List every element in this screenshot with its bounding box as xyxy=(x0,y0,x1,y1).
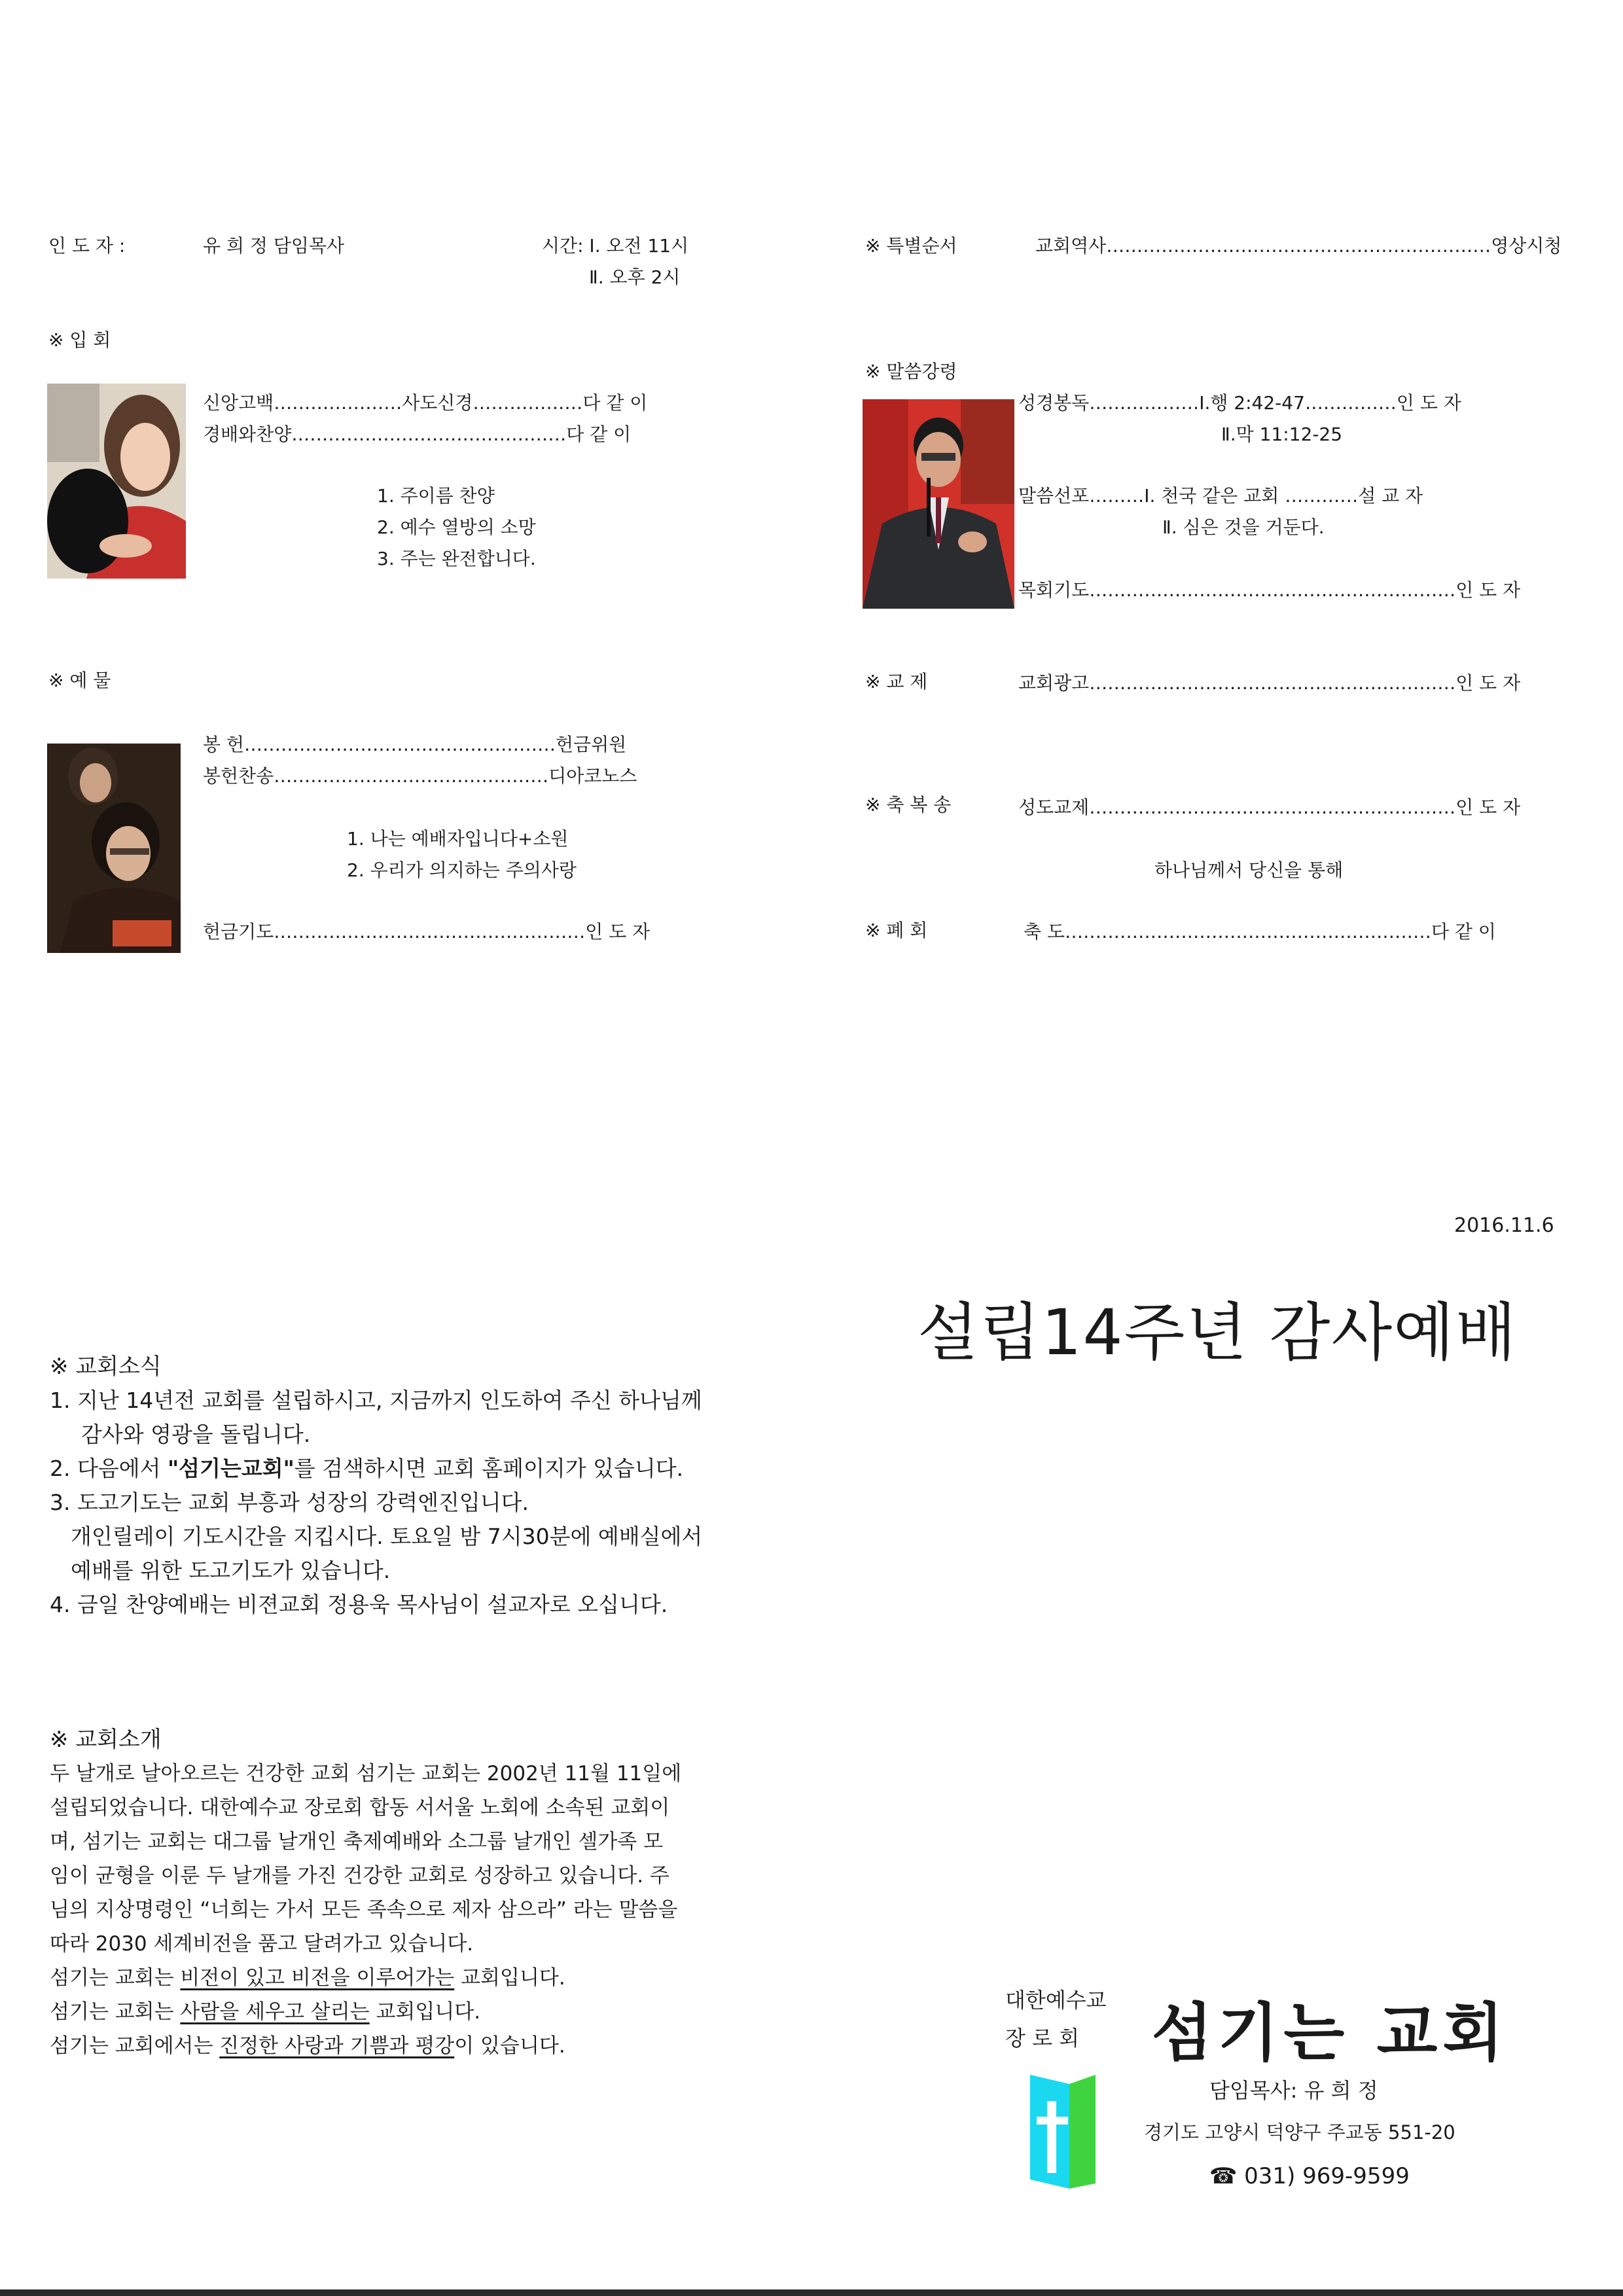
row-worship: 경배와찬양………………………………………다 같 이 xyxy=(203,423,632,445)
church-phone xyxy=(1209,2165,1410,2187)
phone-number: 031) 969-9599 xyxy=(1244,2163,1410,2189)
denomination-line-2: 장 로 회 xyxy=(1005,2026,1080,2051)
intro-line: 따라 2030 세계비전을 품고 달려가고 있습니다. xyxy=(50,1932,474,1956)
news-heading: ※ 교회소식 xyxy=(50,1354,162,1380)
denomination-line-1: 대한예수교 xyxy=(1005,1988,1107,2013)
row-offering-song: 봉헌찬송………………………………………디아코노스 xyxy=(203,765,637,787)
photo-embrace xyxy=(47,384,186,579)
song-item: 1. 주이름 찬양 xyxy=(377,485,495,507)
row-scripture-2: Ⅱ.막 11:12-25 xyxy=(1221,423,1343,445)
church-address: 경기도 고양시 덕양구 주교동 551-20 xyxy=(1144,2121,1455,2144)
song-item: 2. 예수 열방의 소망 xyxy=(377,516,536,538)
photo-preacher xyxy=(863,399,1014,609)
fellowship-heading: ※ 교 제 xyxy=(865,671,928,692)
church-name: 섬기는 교회 xyxy=(1152,1996,1509,2070)
row-sermon-2: Ⅱ. 심은 것을 거둔다. xyxy=(1162,516,1325,538)
news-item: 개인릴레이 기도시간을 지킵시다. 토요일 밤 7시30분에 예배실에서 xyxy=(71,1524,703,1549)
news-item-text: 를 검색하시면 교회 홈페이지가 있습니다. xyxy=(294,1456,684,1481)
news-item: 예배를 위한 도고기도가 있습니다. xyxy=(71,1558,391,1583)
motto-emphasis: 진정한 사랑과 기쁨과 평강 xyxy=(219,2034,455,2058)
intro-motto xyxy=(50,1961,565,1996)
entrance-heading: ※ 입 회 xyxy=(48,329,111,351)
row-sermon-1: 말씀선포………Ⅰ. 천국 같은 교회 …………설 교 자 xyxy=(1018,485,1423,507)
intro-heading: ※ 교회소개 xyxy=(50,1727,162,1753)
motto-emphasis: 사람을 세우고 살리는 xyxy=(180,2000,370,2024)
service-date: 2016.11.6 xyxy=(1454,1214,1554,1237)
photo-preacher-image xyxy=(863,399,1014,609)
intro-motto xyxy=(50,2029,565,2064)
intro-line: 님의 지상명령인 “너희는 가서 모든 족속으로 제자 삼으라” 라는 말씀을 xyxy=(50,1898,678,1922)
word-heading: ※ 말씀강령 xyxy=(865,361,957,382)
page-bottom-rule xyxy=(0,2289,1623,2296)
row-benediction: 축 도……………………………………………………다 같 이 xyxy=(1024,921,1496,942)
service-time-1: 시간: Ⅰ. 오전 11시 xyxy=(542,235,689,257)
motto-text: 섬기는 교회는 xyxy=(50,2000,181,2024)
song-item: 3. 주는 완전합니다. xyxy=(377,548,536,569)
pastor-line: 담임목사: 유 희 정 xyxy=(1209,2078,1378,2103)
cross-logo-icon xyxy=(1030,2075,1096,2193)
intro-line: 며, 섬기는 교회는 대그룹 날개인 축제예배와 소그룹 날개인 셀가족 모 xyxy=(50,1830,664,1854)
closing-heading: ※ 폐 회 xyxy=(865,920,928,941)
news-item-text: 2. 다음에서 xyxy=(50,1456,168,1481)
motto-text: 교회입니다. xyxy=(369,2000,481,2024)
blessing-song: 하나님께서 당신을 통해 xyxy=(1154,859,1344,881)
row-history: 교회역사………………………………………………………영상시청 xyxy=(1035,235,1562,257)
blessing-heading: ※ 축 복 송 xyxy=(865,794,952,816)
intro-line: 설립되었습니다. 대한예수교 장로회 합동 서서울 노회에 소속된 교회이 xyxy=(50,1796,670,1820)
intro-line: 두 날개로 날아오르는 건강한 교회 섬기는 교회는 2002년 11월 11일에 xyxy=(50,1762,682,1785)
phone-icon: ☎ xyxy=(1209,2163,1245,2189)
row-pastoral-prayer: 목회기도……………………………………………………인 도 자 xyxy=(1018,579,1521,601)
row-fellowship: 성도교제……………………………………………………인 도 자 xyxy=(1018,797,1521,818)
offering-song-item: 1. 나는 예배자입니다+소원 xyxy=(347,828,569,850)
intro-motto xyxy=(50,1995,480,2030)
photo-worshippers-image xyxy=(47,744,181,953)
motto-text: 교회입니다. xyxy=(454,1966,565,1990)
cross-logo-svg xyxy=(1030,2075,1096,2193)
news-item xyxy=(50,1452,683,1486)
page-title: 설립14주년 감사예배 xyxy=(918,1296,1518,1369)
special-heading: ※ 특별순서 xyxy=(865,235,957,257)
row-offering-prayer: 헌금기도……………………………………………인 도 자 xyxy=(203,921,651,942)
row-announcements: 교회광고……………………………………………………인 도 자 xyxy=(1018,672,1521,694)
motto-text: 섬기는 교회에서는 xyxy=(50,2034,220,2058)
service-time-2: Ⅱ. 오후 2시 xyxy=(589,266,681,288)
motto-emphasis: 비전이 있고 비전을 이루어가는 xyxy=(180,1966,455,1990)
row-confession: 신앙고백…………………사도신경………………다 같 이 xyxy=(203,392,648,414)
news-item: 1. 지난 14년전 교회를 설립하시고, 지금까지 인도하여 주신 하나님께 xyxy=(50,1388,702,1413)
leader-name: 유 희 정 담임목사 xyxy=(203,235,345,257)
news-search-keyword: "섬기는교회" xyxy=(167,1456,294,1481)
offering-song-item: 2. 우리가 의지하는 주의사랑 xyxy=(347,859,577,881)
news-item: 감사와 영광을 돌립니다. xyxy=(81,1422,311,1447)
photo-worshippers xyxy=(47,744,181,953)
motto-text: 섬기는 교회는 xyxy=(50,1966,181,1990)
intro-line: 임이 균형을 이룬 두 날개를 가진 건강한 교회로 성장하고 있습니다. 주 xyxy=(50,1864,669,1888)
photo-embrace-image xyxy=(47,384,186,579)
row-scripture-1: 성경봉독………………Ⅰ.행 2:42-47……………인 도 자 xyxy=(1018,392,1461,414)
leader-label: 인 도 자 : xyxy=(48,235,126,257)
motto-text: 이 있습니다. xyxy=(454,2034,565,2058)
row-offering: 봉 헌……………………………………………헌금위원 xyxy=(203,734,627,755)
news-item: 4. 금일 찬양예배는 비젼교회 정용욱 목사님이 설교자로 오십니다. xyxy=(50,1592,668,1617)
offering-heading: ※ 예 물 xyxy=(48,670,111,691)
news-item: 3. 도고기도는 교회 부흥과 성장의 강력엔진입니다. xyxy=(50,1490,529,1515)
